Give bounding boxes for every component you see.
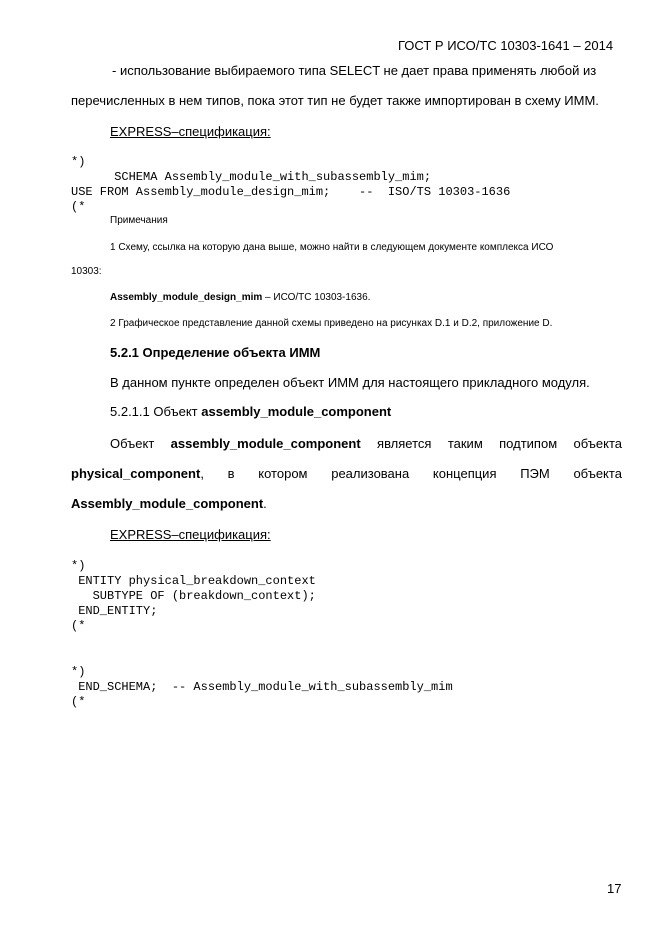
- intro-line-1: - использование выбираемого типа SELECT не дает права применять любой из: [112, 63, 597, 78]
- word: подтипом: [499, 436, 558, 451]
- word: реализована: [331, 466, 410, 481]
- subsection-heading: [110, 404, 391, 419]
- code-line: (*: [71, 619, 86, 633]
- code-line: *): [71, 559, 86, 573]
- entity-name: Assembly_module_component: [71, 496, 264, 511]
- subsection-entity: assembly_module_component: [201, 404, 392, 419]
- code-line: ENTITY physical_breakdown_context: [71, 574, 316, 588]
- paragraph-line-2: [71, 466, 622, 481]
- note-1-line-1: 1 Схему, ссылка на которую дана выше, можно найти в следующем документе комплекса ИСО: [110, 242, 554, 253]
- subsection-prefix: 5.2.1.1 Объект: [110, 404, 202, 419]
- code-line: SCHEMA Assembly_module_with_subassembly_mim;: [71, 170, 432, 184]
- reference-standard: – ИСО/ТС 10303-1636.: [262, 292, 371, 303]
- notes-title: Примечания: [110, 215, 168, 226]
- intro-line-2: перечисленных в нем типов, пока этот тип не будет также импортирован в схему ИММ.: [71, 93, 599, 108]
- entity-name-wrap: [71, 466, 204, 481]
- code-line: END_ENTITY;: [71, 604, 158, 618]
- note-reference: [110, 292, 370, 303]
- entity-name: physical_component: [71, 466, 201, 481]
- paragraph-line-1: [110, 436, 622, 451]
- paragraph-line-3: [71, 496, 267, 511]
- express-spec-label: EXPRESS–спецификация:: [110, 124, 271, 139]
- code-line: (*: [71, 200, 86, 214]
- page-number: 17: [607, 881, 622, 896]
- code-line: (*: [71, 695, 86, 709]
- word: ПЭМ: [520, 466, 550, 481]
- punctuation: .: [263, 496, 267, 511]
- note-1-line-2: 10303:: [71, 266, 102, 277]
- word: в: [227, 466, 235, 481]
- word: объекта: [573, 466, 622, 481]
- word: объекта: [573, 436, 622, 451]
- express-spec-label-2: EXPRESS–спецификация:: [110, 527, 271, 542]
- code-line: *): [71, 665, 86, 679]
- code-line: END_SCHEMA; -- Assembly_module_with_subassembly_mim: [71, 680, 453, 694]
- code-line: SUBTYPE OF (breakdown_context);: [71, 589, 316, 603]
- document-header: ГОСТ Р ИСО/ТС 10303-1641 – 2014: [398, 38, 614, 53]
- word: таким: [447, 436, 483, 451]
- punctuation: ,: [200, 466, 204, 481]
- reference-schema-name: Assembly_module_design_mim: [110, 292, 263, 303]
- entity-name: assembly_module_component: [170, 436, 361, 451]
- section-heading: 5.2.1 Определение объекта ИММ: [110, 345, 321, 360]
- code-line: USE FROM Assembly_module_design_mim; -- ISO/TS 10303-1636: [71, 185, 511, 199]
- word: концепция: [432, 466, 497, 481]
- note-2: 2 Графическое представление данной схемы приведено на рисунках D.1 и D.2, приложение D.: [110, 318, 553, 329]
- word: котором: [258, 466, 308, 481]
- word: является: [377, 436, 432, 451]
- word: Объект: [110, 436, 155, 451]
- code-line: *): [71, 155, 86, 169]
- section-text: В данном пункте определен объект ИММ для настоящего прикладного модуля.: [110, 375, 590, 390]
